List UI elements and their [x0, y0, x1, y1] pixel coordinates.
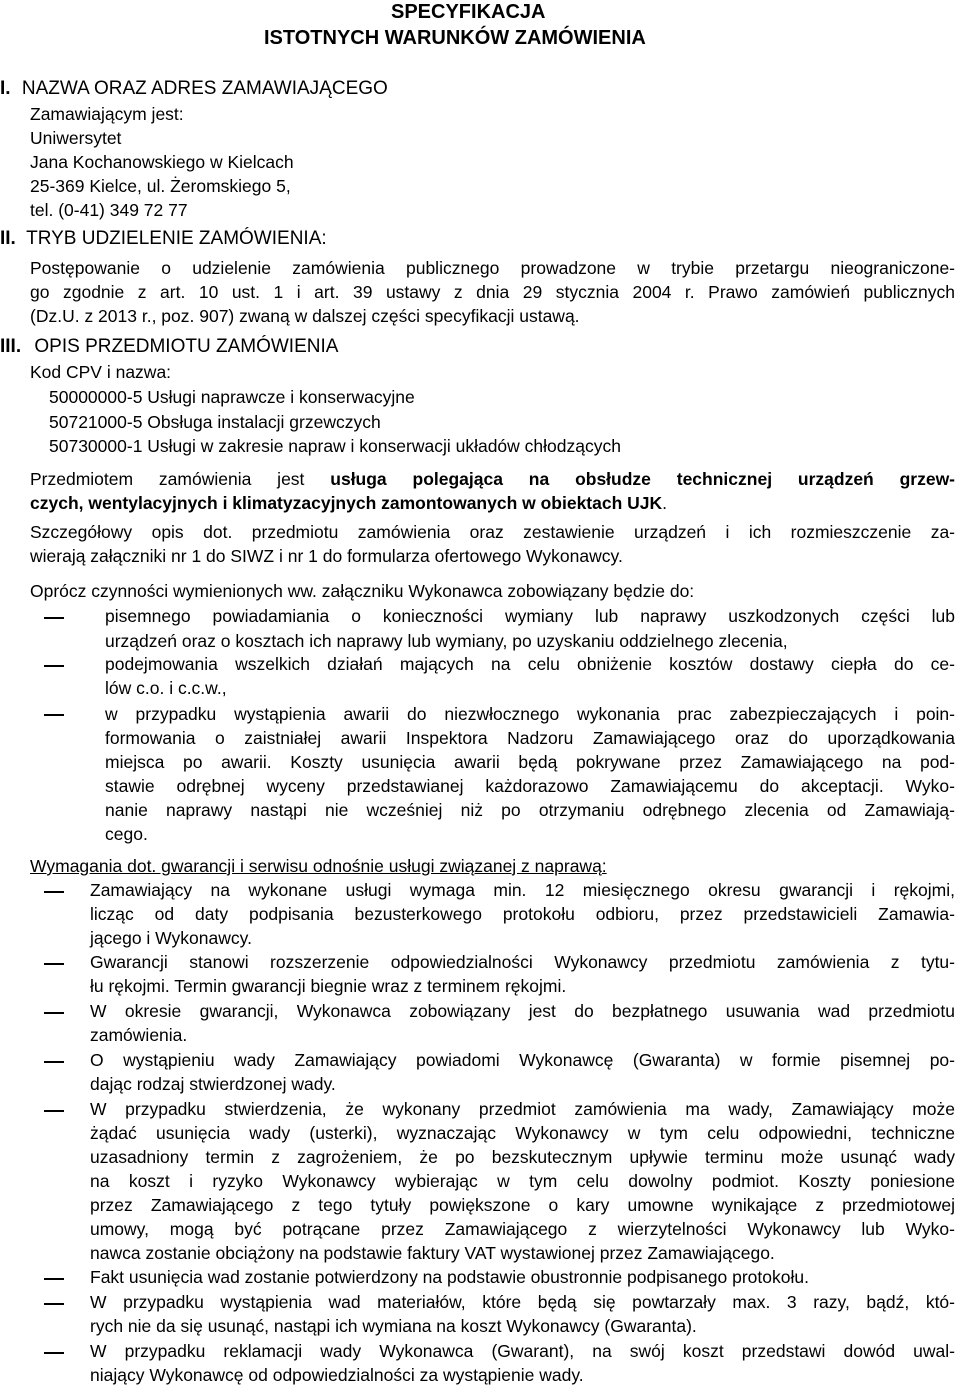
- warranty-line: W przypadku reklamacji wady Wykonawca (Gwarant), na swój koszt przedstawi dowód uwal-: [90, 1341, 955, 1361]
- section-1-line: Uniwersytet: [30, 128, 122, 148]
- cpv-code: 50000000-5 Usługi naprawcze i konserwacyjne: [49, 387, 415, 407]
- list-dash-icon: [44, 1110, 64, 1112]
- warranty-line: Fakt usunięcia wad zostanie potwierdzony na podstawie obustronnie podpisanego protokołu.: [90, 1267, 809, 1287]
- warranty-line: rych nie da się usunąć, nastąpi ich wymiana na koszt Wykonawcy (Gwaranta).: [90, 1316, 697, 1336]
- obligation-line: nanie naprawy nastąpi nie wcześniej niż po otrzymaniu odrębnego zlecenia od Zamawiają-: [105, 800, 955, 820]
- warranty-line: umowy, mogą być potrącane przez Zamawiającego z wierzytelności Wykonawcy lub Wyko-: [90, 1219, 955, 1239]
- warranty-line: Gwarancji stanowi rozszerzenie odpowiedzialności Wykonawcy przedmiotu zamówienia z tytu-: [90, 952, 955, 972]
- list-dash-icon: [44, 1303, 64, 1305]
- cpv-code: 50721000-5 Obsługa instalacji grzewczych: [49, 412, 381, 432]
- obligation-line: stawie odrębnej wyceny przedstawianej każdorazowo Zamawiającemu do akceptacji. Wyko-: [105, 776, 955, 796]
- warranty-line: O wystąpieniu wady Zamawiający powiadomi Wykonawcę (Gwaranta) w formie pisemnej po-: [90, 1050, 955, 1070]
- subject-text-end: .: [662, 493, 668, 513]
- subject-text: Przedmiotem zamówienia jest: [30, 469, 331, 489]
- warranty-line: dając rodzaj stwierdzonej wady.: [90, 1074, 336, 1094]
- list-dash-icon: [44, 665, 64, 667]
- subject-text-bold: czych, wentylacyjnych i klimatyzacyjnych zamontowanych w obiektach UJK: [30, 493, 663, 513]
- warranty-line: uzasadniony termin z zagrożeniem, że po bezskutecznym upływie terminu może usunąć wady: [90, 1147, 955, 1167]
- warranty-line: Zamawiający na wykonane usługi wymaga min. 12 miesięcznego okresu gwarancji i rękojmi,: [90, 880, 955, 900]
- list-dash-icon: [44, 617, 64, 619]
- subject-line-1: [30, 468, 955, 491]
- warranty-line: przez Zamawiającego z tego tytuły powiększone o kary umowne wynikające z przedmiotowej: [90, 1195, 955, 1215]
- obligation-line: lów c.o. i c.c.w.,: [105, 678, 227, 698]
- subject-text-bold: usługa polegająca na obsłudze technicznej urządzeń grzew-: [330, 469, 956, 489]
- warranty-line: jącego i Wykonawcy.: [90, 928, 252, 948]
- list-dash-icon: [44, 1278, 64, 1280]
- section-1-number: I.: [0, 78, 11, 99]
- warranty-line: W przypadku wystąpienia wad materiałów, które będą się powtarzały max. 3 razy, bądź, któ-: [90, 1292, 955, 1312]
- warranty-line: niający Wykonawcę od odpowiedzialności za wystąpienie wady.: [90, 1365, 584, 1385]
- warranty-line: nawca zostanie obciążony na podstawie faktury VAT wystawionej przez Zamawiającego.: [90, 1243, 775, 1263]
- obligation-line: w przypadku wystąpienia awarii do niezwłocznego wykonania prac zabezpieczających i poin-: [105, 704, 955, 724]
- section-1-line: Zamawiającym jest:: [30, 104, 184, 124]
- warranty-line: na koszt i ryzyko Wykonawcy wybierając w tym celu dowolny podmiot. Koszty poniesione: [90, 1171, 955, 1191]
- obligation-line: podejmowania wszelkich działań mających na celu obniżenie kosztów dostawy ciepła do ce-: [105, 654, 955, 674]
- obligations-intro: Oprócz czynności wymienionych ww. załączniku Wykonawca zobowiązany będzie do:: [30, 581, 695, 601]
- list-dash-icon: [44, 1061, 64, 1063]
- warranty-line: zamówienia.: [90, 1025, 188, 1045]
- obligation-line: cego.: [105, 824, 148, 844]
- section-1-line: Jana Kochanowskiego w Kielcach: [30, 152, 294, 172]
- list-dash-icon: [44, 963, 64, 965]
- list-dash-icon: [44, 891, 64, 893]
- section-2-number: II.: [0, 228, 16, 249]
- section-2-line: (Dz.U. z 2013 r., poz. 907) zwaną w dalszej części specyfikacji ustawą.: [30, 306, 580, 326]
- section-3-number: III.: [0, 336, 22, 357]
- detail-line: Szczegółowy opis dot. przedmiotu zamówienia oraz zestawienie urządzeń i ich rozmieszczenie za-: [30, 522, 955, 542]
- warranty-line: W okresie gwarancji, Wykonawca zobowiązany jest do bezpłatnego usuwania wad przedmiotu: [90, 1001, 955, 1021]
- list-dash-icon: [44, 714, 64, 716]
- obligation-line: miejsca po awarii. Koszty usunięcia awarii będą pokrywane przez Zamawiającego na pod-: [105, 752, 955, 772]
- section-3-heading: [0, 336, 338, 358]
- warranty-line: łu rękojmi. Termin gwarancji biegnie wraz z terminem rękojmi.: [90, 976, 567, 996]
- section-1-line: tel. (0-41) 349 72 77: [30, 200, 188, 220]
- section-1-heading: [0, 78, 388, 100]
- list-dash-icon: [44, 1012, 64, 1014]
- warranty-heading: Wymagania dot. gwarancji i serwisu odnośnie usługi związanej z naprawą:: [30, 856, 607, 876]
- title-line-2: ISTOTNYCH WARUNKÓW ZAMÓWIENIA: [264, 27, 646, 49]
- section-2-heading: [0, 228, 327, 250]
- detail-line: wierają załączniki nr 1 do SIWZ i nr 1 do formularza ofertowego Wykonawcy.: [30, 546, 623, 566]
- list-dash-icon: [44, 1352, 64, 1354]
- warranty-line: W przypadku stwierdzenia, że wykonany przedmiot zamówienia ma wady, Zamawiający może: [90, 1099, 955, 1119]
- subject-line-2: [30, 492, 667, 514]
- warranty-line: licząc od daty podpisania bezusterkowego protokołu odbioru, przez przedstawicieli Zamawia-: [90, 904, 955, 924]
- cpv-label: Kod CPV i nazwa:: [30, 362, 172, 382]
- obligation-line: urządzeń oraz o kosztach ich naprawy lub wymiany, po uzyskaniu oddzielnego zlecenia,: [105, 631, 788, 651]
- cpv-code: 50730000-1 Usługi w zakresie napraw i konserwacji układów chłodzących: [49, 436, 621, 456]
- section-2-line: Postępowanie o udzielenie zamówienia publicznego prowadzone w trybie przetargu nieograniczone-: [30, 258, 955, 278]
- section-2-line: go zgodnie z art. 10 ust. 1 i art. 39 ustawy z dnia 29 stycznia 2004 r. Prawo zamówień publicznych: [30, 282, 955, 302]
- section-1-title: NAZWA ORAZ ADRES ZAMAWIAJĄCEGO: [21, 78, 388, 99]
- section-1-line: 25-369 Kielce, ul. Żeromskiego 5,: [30, 176, 291, 196]
- section-3-title: OPIS PRZEDMIOTU ZAMÓWIENIA: [34, 336, 339, 357]
- warranty-line: żądać usunięcia wady (usterki), wyznaczając Wykonawcy w tym celu odpowiedni, techniczne: [90, 1123, 955, 1143]
- section-2-title: TRYB UDZIELENIE ZAMÓWIENIA:: [26, 228, 327, 249]
- title-line-1: SPECYFIKACJA: [391, 1, 546, 23]
- obligation-line: pisemnego powiadamiania o konieczności wymiany lub naprawy uszkodzonych części lub: [105, 606, 955, 626]
- obligation-line: formowania o zaistniałej awarii Inspektora Nadzoru Zamawiającego oraz do uporządkowania: [105, 728, 955, 748]
